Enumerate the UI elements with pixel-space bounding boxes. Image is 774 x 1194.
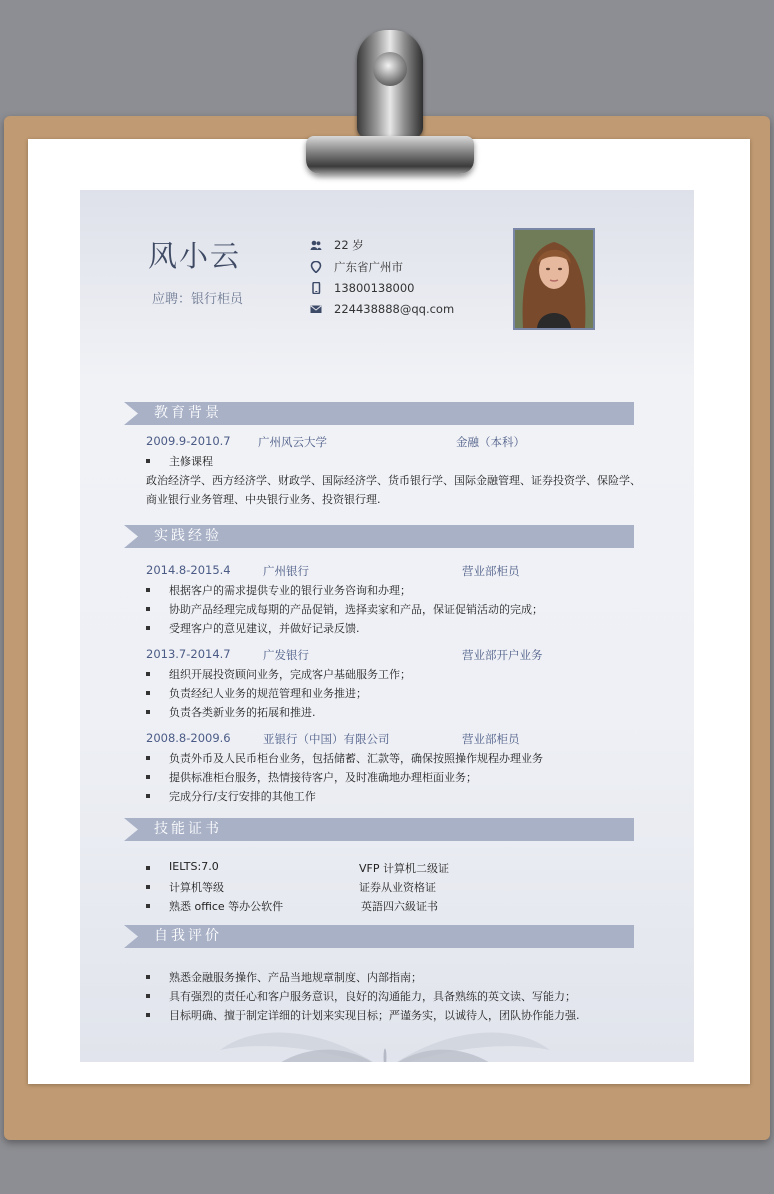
profile-photo: [513, 228, 595, 330]
phone-text: 13800138000: [334, 281, 415, 295]
job-role: 营业部柜员: [462, 732, 520, 746]
location-text: 广东省广州市: [334, 260, 403, 274]
info-phone: [310, 278, 414, 298]
job-period: 2014.8-2015.4: [146, 563, 231, 577]
section-title-self-evaluation: 自我评价: [154, 928, 222, 944]
education-period: 2009.9-2010.7: [146, 434, 231, 448]
education-major: 金融（本科）: [456, 435, 525, 449]
skill-item: 熟悉 office 等办公软件: [146, 898, 283, 914]
list-item: 完成分行/支行安排的其他工作: [146, 788, 316, 804]
info-email: [310, 299, 454, 319]
skill-item: IELTS:7.0: [146, 860, 219, 873]
people-icon: [310, 239, 322, 251]
certificate-item: 证券从业资格证: [359, 881, 436, 894]
list-item: 提供标准柜台服务，热情接待客户，及时准确地办理柜面业务；: [146, 769, 477, 785]
list-item: 负责各类新业务的拓展和推进.: [146, 704, 316, 720]
info-location: [310, 257, 403, 277]
section-title-education: 教育背景: [154, 405, 222, 421]
courses-line-2: 商业银行业务管理、中央银行业务、投资银行理.: [146, 493, 381, 506]
location-pin-icon: [310, 261, 322, 273]
list-item: 具有强烈的责任心和客户服务意识，良好的沟通能力，具备熟练的英文读、写能力；: [146, 988, 576, 1004]
courses-line-1: 政治经济学、西方经济学、财政学、国际经济学、货币银行学、国际金融管理、证券投资学、保险学、: [146, 474, 641, 487]
list-item: 目标明确、擅于制定详细的计划来实现目标；严谨务实，以诚待人，团队协作能力强.: [146, 1007, 580, 1023]
skill-item: 计算机等级: [146, 879, 224, 895]
list-item: 负责经纪人业务的规范管理和业务推进；: [146, 685, 367, 701]
list-item: 协助产品经理完成每期的产品促销，选择卖家和产品，保证促销活动的完成；: [146, 601, 543, 617]
clip-base: [306, 136, 474, 174]
applied-position: 应聘：银行柜员: [152, 292, 244, 307]
job-company: 亚银行（中国）有限公司: [263, 732, 390, 746]
list-item: 熟悉金融服务操作、产品当地规章制度、内部指南；: [146, 969, 422, 985]
job-company: 广州银行: [263, 564, 309, 578]
list-item: 受理客户的意见建议，并做好记录反馈.: [146, 620, 360, 636]
resume-page: [80, 190, 694, 1062]
section-title-experience: 实践经验: [154, 528, 222, 544]
job-company: 广发银行: [263, 648, 309, 662]
certificate-item: VFP 计算机二级证: [359, 862, 449, 875]
job-period: 2013.7-2014.7: [146, 647, 231, 661]
email-text: 224438888@qq.com: [334, 302, 455, 316]
education-school: 广州风云大学: [258, 435, 327, 449]
job-role: 营业部开户业务: [462, 648, 543, 662]
job-period: 2008.8-2009.6: [146, 731, 231, 745]
age-text: 22 岁: [334, 238, 364, 252]
certificate-item: 英語四六級证书: [361, 900, 438, 913]
list-item: 根据客户的需求提供专业的银行业务咨询和办理；: [146, 582, 411, 598]
section-title-skills: 技能证书: [154, 821, 222, 837]
mail-icon: [310, 303, 322, 315]
list-item: 主修课程: [146, 453, 213, 469]
list-item: 组织开展投资顾问业务，完成客户基础服务工作；: [146, 666, 411, 682]
list-item: 负责外币及人民币柜台业务，包括储蓄、汇款等，确保按照操作规程办理业务: [146, 750, 543, 766]
candidate-name: 风小云: [148, 239, 242, 273]
clip-hole: [373, 52, 407, 86]
job-role: 营业部柜员: [462, 564, 520, 578]
phone-icon: [310, 282, 322, 294]
info-age: [310, 235, 364, 255]
